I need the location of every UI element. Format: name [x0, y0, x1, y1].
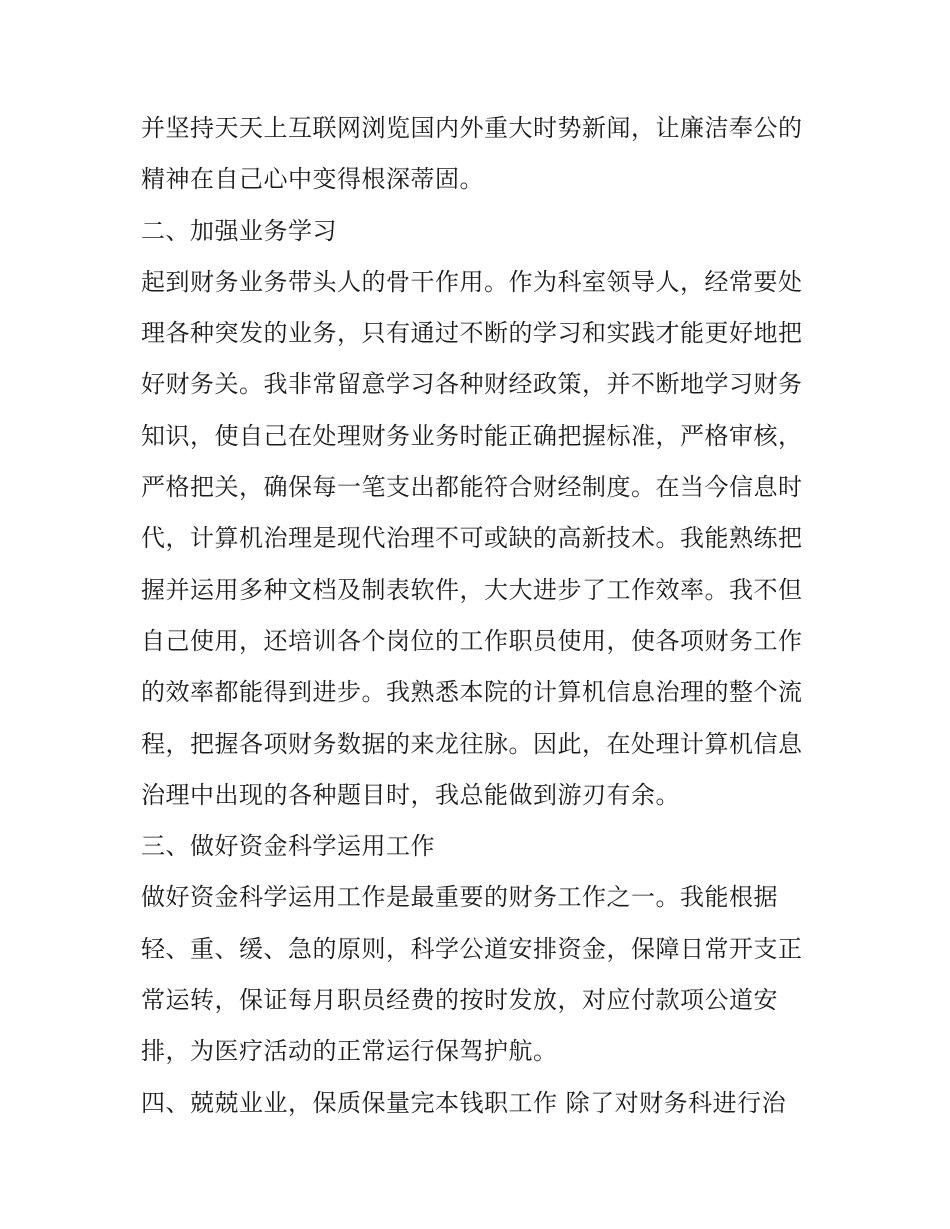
document-body: [141, 103, 821, 1129]
text-line: 精神在自己心中变得根深蒂固。: [141, 165, 484, 194]
text-line: 做好资金科学运用工作是最重要的财务工作之一。我能根据: [141, 883, 778, 912]
text-line: 常运转，保证每月职员经费的按时发放，对应付款项公道安: [141, 986, 778, 1015]
section-heading: 二、加强业务学习: [141, 216, 337, 245]
text-line: 的效率都能得到进步。我熟悉本院的计算机信息治理的整个流: [141, 678, 803, 707]
text-line: 排，为医疗活动的正常运行保驾护航。: [141, 1037, 558, 1066]
text-line: 起到财务业务带头人的骨干作用。作为科室领导人，经常要处: [141, 267, 803, 296]
section-heading: 三、做好资金科学运用工作: [141, 832, 435, 861]
text-line: 握并运用多种文档及制表软件，大大进步了工作效率。我不但: [141, 575, 803, 604]
text-line: 严格把关，确保每一笔支出都能符合财经制度。在当今信息时: [141, 473, 803, 502]
text-line: 理各种突发的业务，只有通过不断的学习和实践才能更好地把: [141, 319, 803, 348]
section-heading: 四、兢兢业业，保质保量完本钱职工作 除了对财务科进行治: [141, 1088, 787, 1117]
text-line: 程，把握各项财务数据的来龙往脉。因此，在处理计算机信息: [141, 729, 803, 758]
text-line: 代，计算机治理是现代治理不可或缺的高新技术。我能熟练把: [141, 524, 803, 553]
text-line: 治理中出现的各种题目时，我总能做到游刃有余。: [141, 780, 680, 809]
text-line: 并坚持天天上互联网浏览国内外重大时势新闻，让廉洁奉公的: [141, 114, 803, 142]
text-line: 知识，使自己在处理财务业务时能正确把握标准，严格审核，: [141, 421, 803, 450]
text-line: 好财务关。我非常留意学习各种财经政策，并不断地学习财务: [141, 370, 803, 399]
text-line: 轻、重、缓、急的原则，科学公道安排资金，保障日常开支正: [141, 934, 803, 963]
text-line: 自己使用，还培训各个岗位的工作职员使用，使各项财务工作: [141, 626, 803, 655]
